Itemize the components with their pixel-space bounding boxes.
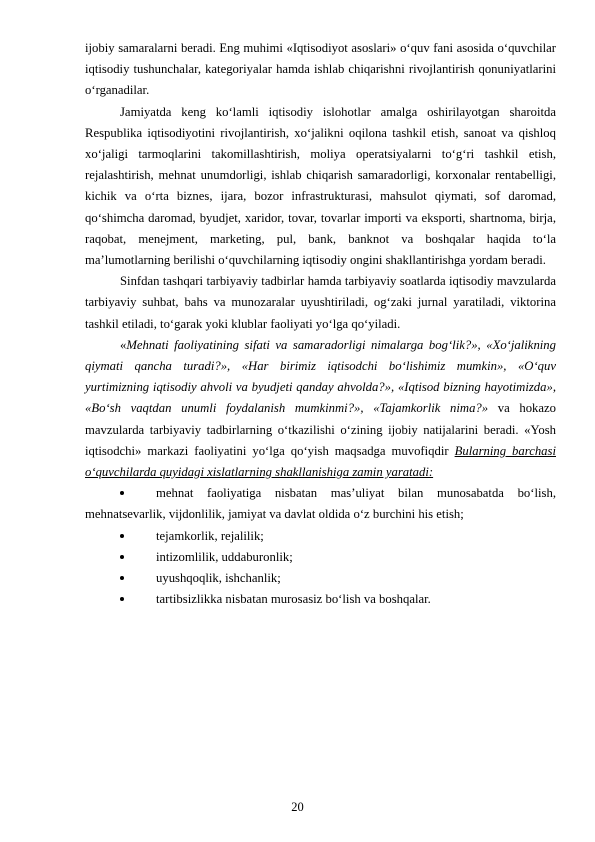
- paragraph-4: [85, 335, 556, 483]
- bullet-icon: [120, 597, 124, 601]
- bullet-icon: [120, 491, 124, 495]
- paragraph-4-italic-topics: Mehnati faoliyatining sifati va samaradorligi nimalarga bogʻlik?», «Xoʻjalikning qiymati qancha turadi?», «Har birimiz iqtisodchi boʻlishimiz mumkin», «Oʻquv yurtimizning iqtisodiy ahvoli va byudjeti qanday ahvolda?», «Iqtisod bizning hayotimizda», «Boʻsh vaqtdan unumli foydalanish mumkinmi?», «Tajamkorlik nima?»: [85, 337, 556, 416]
- list-item: [85, 589, 556, 610]
- list-item-text: mehnat faoliyatiga nisbatan masʼuliyat bilan munosabatda boʻlish, mehnatsevarlik, vijdonlilik, jamiyat va davlat oldida oʻz burchini his etish;: [85, 486, 556, 522]
- page-number: 20: [291, 800, 304, 814]
- list-item: [85, 547, 556, 568]
- bullet-icon: [120, 555, 124, 559]
- list-item: [85, 483, 556, 525]
- paragraph-4-open-quote: «: [120, 337, 127, 352]
- paragraph-4-underlined: Bularning barchasi oʻquvchilarda quyidagi xislatlarning shakllanishiga zamin yaratadi:: [85, 443, 556, 480]
- list-item-text: tartibsizlikka nisbatan murosasiz boʻlish va boshqalar.: [156, 592, 431, 607]
- list-item: [85, 526, 556, 547]
- list-item-text: tejamkorlik, rejalilik;: [156, 528, 264, 543]
- paragraph-1: ijobiy samaralarni beradi. Eng muhimi «Iqtisodiyot asoslari» oʻquv fani asosida oʻquvchilar iqtisodiy tushunchalar, kategoriyalar hamda ishlab chiqarishni rivojlantirish qonuniyatlarini oʻrganadilar.: [85, 41, 556, 98]
- qualities-list: [85, 483, 556, 610]
- bullet-icon: [120, 534, 124, 538]
- list-item-text: intizomlilik, uddaburonlik;: [156, 549, 293, 564]
- paragraph-3: Sinfdan tashqari tarbiyaviy tadbirlar hamda tarbiyaviy soatlarda iqtisodiy mavzularda tarbiyaviy suhbat, bahs va munozaralar uyushtiriladi, ogʻzaki jurnal yaratiladi, viktorina tashkil etiladi, toʻgarak yoki klublar faoliyati yoʻlga qoʻyiladi.: [85, 274, 556, 331]
- paragraph-2: Jamiyatda keng koʻlamli iqtisodiy islohotlar amalga oshirilayotgan sharoitda Respublika iqtisodiyotini rivojlantirish, xoʻjalikni oqilona tashkil etish, sanoat va qishloq xoʻjaligi tarmoqlarini takomillashtirish, moliya operatsiyalarni toʻgʻri tashkil etish, rejalashtirish, mehnat unumdorligi, ishlab chiqarish samaradorligi, korxonalar rentabelligi, kichik va oʻrta biznes, ijara, bozor infrastrukturasi, mahsulot qiymati, sof daromad, qoʻshimcha daromad, byudjet, xaridor, tovar, tovarlar importi va eksporti, shartnoma, birja, raqobat, menejment, marketing, pul, bank, banknot va boshqalar haqida toʻla maʼlumotlarning berilishi oʻquvchilarning iqtisodiy ongini shakllantirishga yordam beradi.: [85, 104, 556, 268]
- document-page: [85, 38, 556, 610]
- list-item: [85, 568, 556, 589]
- list-item-text: uyushqoqlik, ishchanlik;: [156, 571, 281, 586]
- paragraph-4-text: va hokazo mavzularda tarbiyaviy tadbirlarning oʻtkazilishi oʻzining ijobiy natijalarini beradi. «Yosh iqtisodchi» markazi faoliyatini yoʻlga qoʻyish maqsadga muvofiqdir: [85, 401, 556, 458]
- bullet-icon: [120, 576, 124, 580]
